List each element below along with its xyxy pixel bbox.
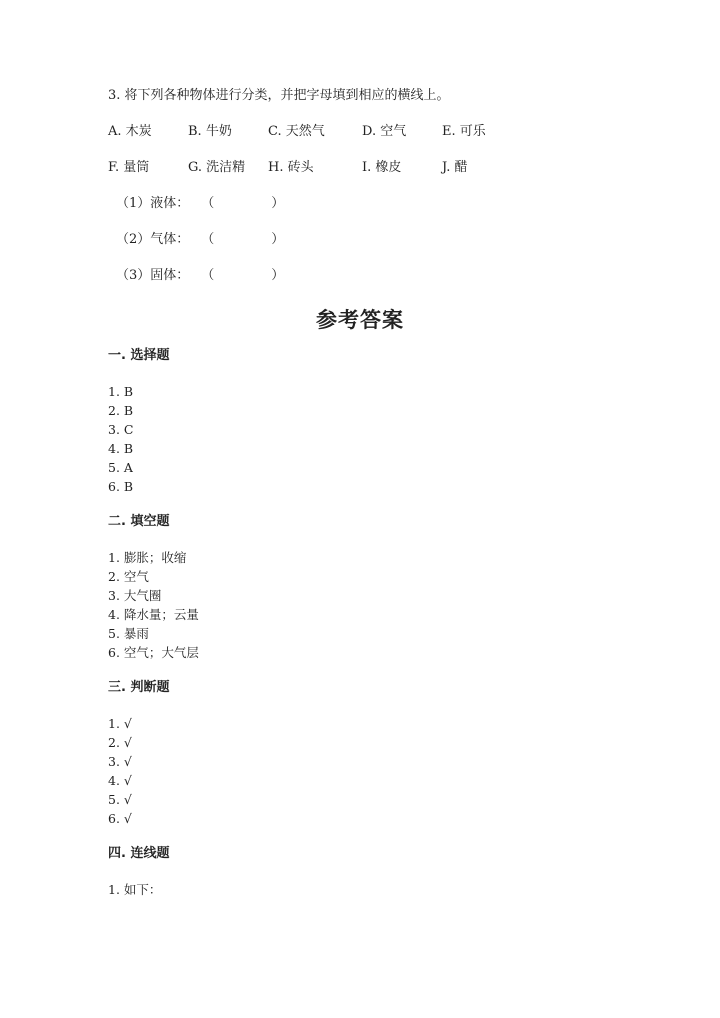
- option-e: E. 可乐: [442, 124, 486, 139]
- answer-section-choice: [108, 346, 608, 496]
- answer-list: [108, 382, 608, 496]
- blank-open-paren: （: [201, 232, 215, 247]
- options-row-1: [108, 122, 628, 142]
- answer-section-fill-blank: [108, 512, 608, 662]
- blank-close-paren: ）: [271, 196, 285, 211]
- answer-item: 2. √: [108, 735, 132, 750]
- answer-item: 1. 如下：: [108, 882, 162, 897]
- section-heading: 二. 填空题: [108, 514, 170, 529]
- option-h: H. 砖头: [268, 160, 314, 175]
- answer-item: 5. √: [108, 792, 132, 807]
- answer-item: 5. 暴雨: [108, 626, 149, 641]
- answer-item: 5. A: [108, 460, 133, 475]
- blank-label: （2）气体：: [116, 232, 190, 247]
- section-heading: 一. 选择题: [108, 348, 170, 363]
- answer-item: 2. B: [108, 403, 134, 418]
- answer-item: 1. √: [108, 716, 132, 731]
- option-g: G. 洗洁精: [188, 160, 246, 175]
- answer-item: 3. C: [108, 422, 134, 437]
- option-j: J. 醋: [442, 160, 468, 175]
- answer-section-true-false: [108, 678, 608, 828]
- answer-section-matching: [108, 844, 608, 899]
- option-f: F. 量筒: [108, 160, 150, 175]
- answer-item: 1. B: [108, 384, 134, 399]
- blank-label: （3）固体：: [116, 268, 190, 283]
- answer-item: 3. √: [108, 754, 132, 769]
- section-heading: 四. 连线题: [108, 846, 170, 861]
- question-stem: 3. 将下列各种物体进行分类，并把字母填到相应的横线上。: [108, 88, 450, 103]
- blank-close-paren: ）: [271, 232, 285, 247]
- option-i: I. 橡皮: [362, 160, 402, 175]
- answer-item: 6. 空气；大气层: [108, 645, 199, 660]
- answer-item: 2. 空气: [108, 569, 149, 584]
- answer-list: [108, 880, 608, 899]
- answer-item: 1. 膨胀；收缩: [108, 550, 187, 565]
- answer-item: 4. √: [108, 773, 132, 788]
- blank-gas: [108, 230, 628, 250]
- answers-title: 参考答案: [316, 308, 404, 332]
- answer-item: 4. B: [108, 441, 134, 456]
- question-3: [108, 86, 628, 286]
- option-c: C. 天然气: [268, 124, 325, 139]
- answer-list: [108, 714, 608, 828]
- options-row-2: [108, 158, 628, 178]
- answer-item: 4. 降水量；云量: [108, 607, 199, 622]
- blank-open-paren: （: [201, 196, 215, 211]
- answer-item: 3. 大气圈: [108, 588, 162, 603]
- answer-list: [108, 548, 608, 662]
- option-a: A. 木炭: [108, 124, 152, 139]
- answer-item: 6. √: [108, 811, 132, 826]
- blank-open-paren: （: [201, 268, 215, 283]
- blank-close-paren: ）: [271, 268, 285, 283]
- blank-label: （1）液体：: [116, 196, 190, 211]
- blank-solid: [108, 266, 628, 286]
- section-heading: 三. 判断题: [108, 680, 170, 695]
- option-d: D. 空气: [362, 124, 407, 139]
- blank-liquid: [108, 194, 628, 214]
- answer-item: 6. B: [108, 479, 134, 494]
- option-b: B. 牛奶: [188, 124, 232, 139]
